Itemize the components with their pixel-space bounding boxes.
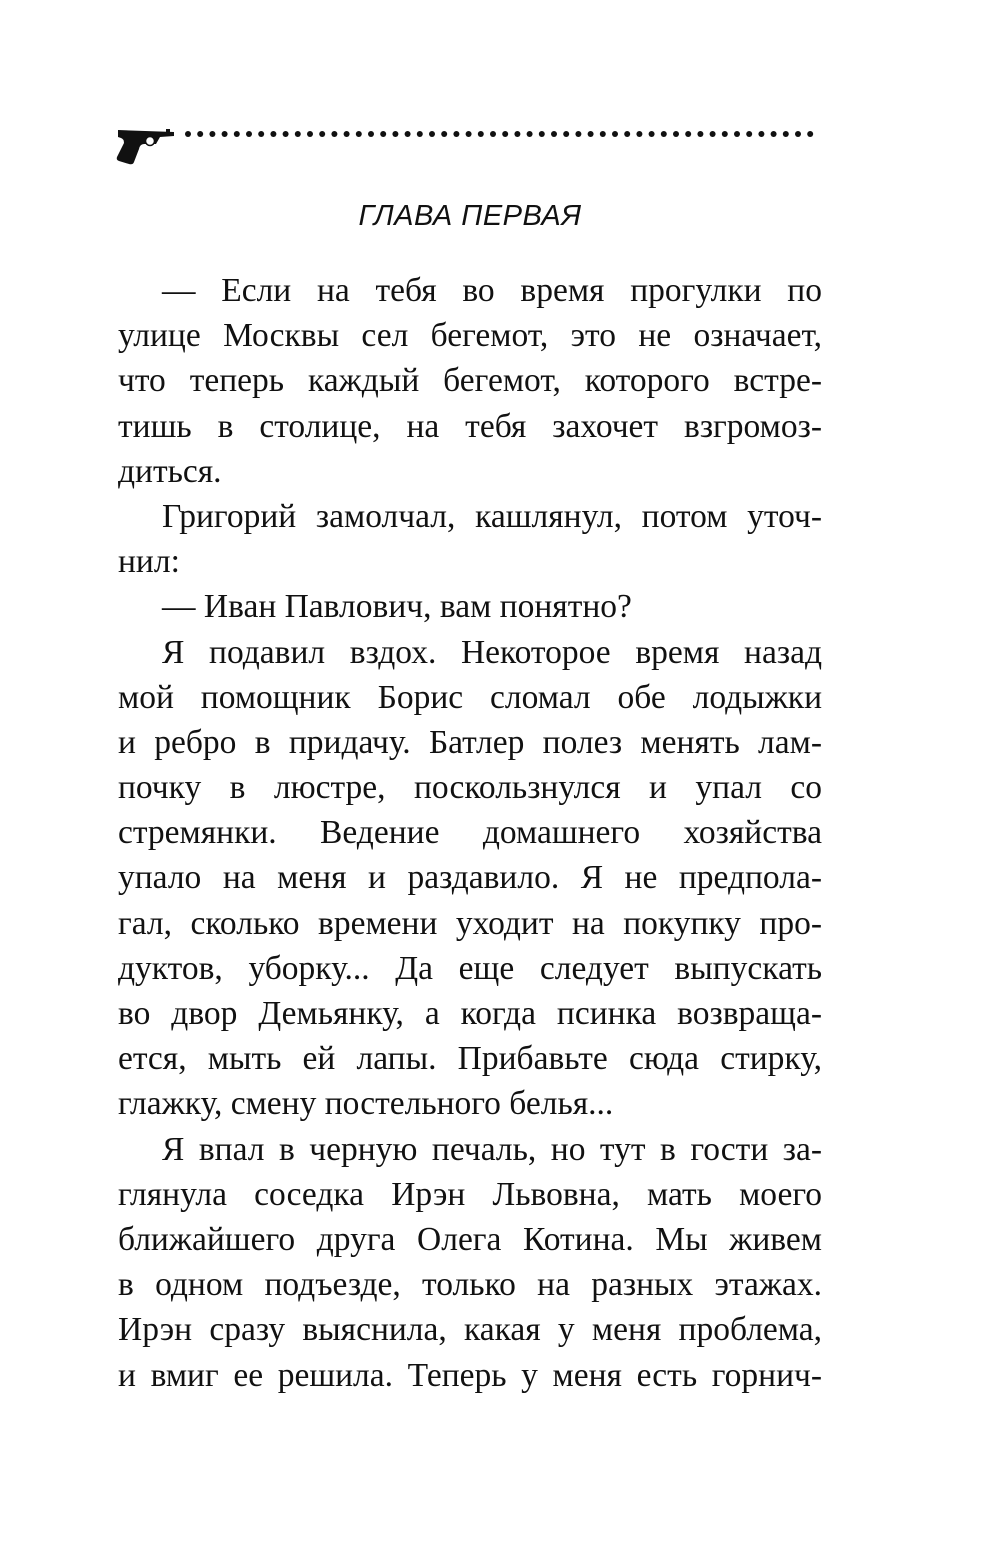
- text-line: Я подавил вздох. Некоторое время назад: [162, 633, 822, 671]
- text-line: тишь в столице, на тебя захочет взгромоз-: [118, 407, 822, 445]
- dotted-rule: [185, 131, 813, 137]
- text-line: и вмиг ее решила. Теперь у меня есть горнич-: [118, 1356, 822, 1394]
- text-line: нил:: [118, 543, 180, 581]
- text-line: почку в люстре, поскользнулся и упал со: [118, 769, 822, 807]
- text-line: стремянки. Ведение домашнего хозяйства: [118, 814, 822, 852]
- text-line: гал, сколько времени уходит на покупку про-: [118, 904, 822, 942]
- chapter-title: ГЛАВА ПЕРВАЯ: [358, 200, 582, 232]
- text-line: — Если на тебя во время прогулки по: [162, 272, 822, 309]
- text-line: ется, мыть ей лапы. Прибавьте сюда стирку,: [118, 1040, 822, 1078]
- text-line: мой помощник Борис сломал обе лодыжки: [118, 678, 822, 716]
- text-line: улице Москвы сел бегемот, это не означает,: [118, 317, 822, 355]
- text-line: глянула соседка Ирэн Львовна, мать моего: [118, 1175, 822, 1213]
- text-line: упало на меня и раздавило. Я не предпола-: [118, 859, 822, 897]
- revolver-dotted-line: [114, 122, 826, 172]
- text-line: ближайшего друга Олега Котина. Мы живем: [118, 1220, 822, 1258]
- revolver-icon: [117, 129, 174, 164]
- chapter-ornament: [114, 122, 826, 172]
- text-line: Ирэн сразу выяснила, какая у меня проблема,: [118, 1311, 822, 1349]
- text-line: во двор Демьянку, а когда псинка возвраща-: [118, 995, 822, 1032]
- text-line: диться.: [118, 452, 222, 490]
- text-line: — Иван Павлович, вам понятно?: [162, 588, 632, 626]
- text-line: дуктов, уборку... Да еще следует выпускать: [118, 949, 822, 987]
- text-line: в одном подъезде, только на разных этажах.: [118, 1266, 822, 1304]
- text-line: Григорий замолчал, кашлянул, потом уточ-: [162, 497, 822, 535]
- body-text: [118, 268, 822, 1398]
- text-line: что теперь каждый бегемот, которого встре-: [118, 362, 822, 400]
- text-line: Я впал в черную печаль, но тут в гости за-: [162, 1130, 822, 1168]
- text-line: глажку, смену постельного белья...: [118, 1085, 614, 1123]
- text-line: и ребро в придачу. Батлер полез менять лам-: [118, 723, 822, 761]
